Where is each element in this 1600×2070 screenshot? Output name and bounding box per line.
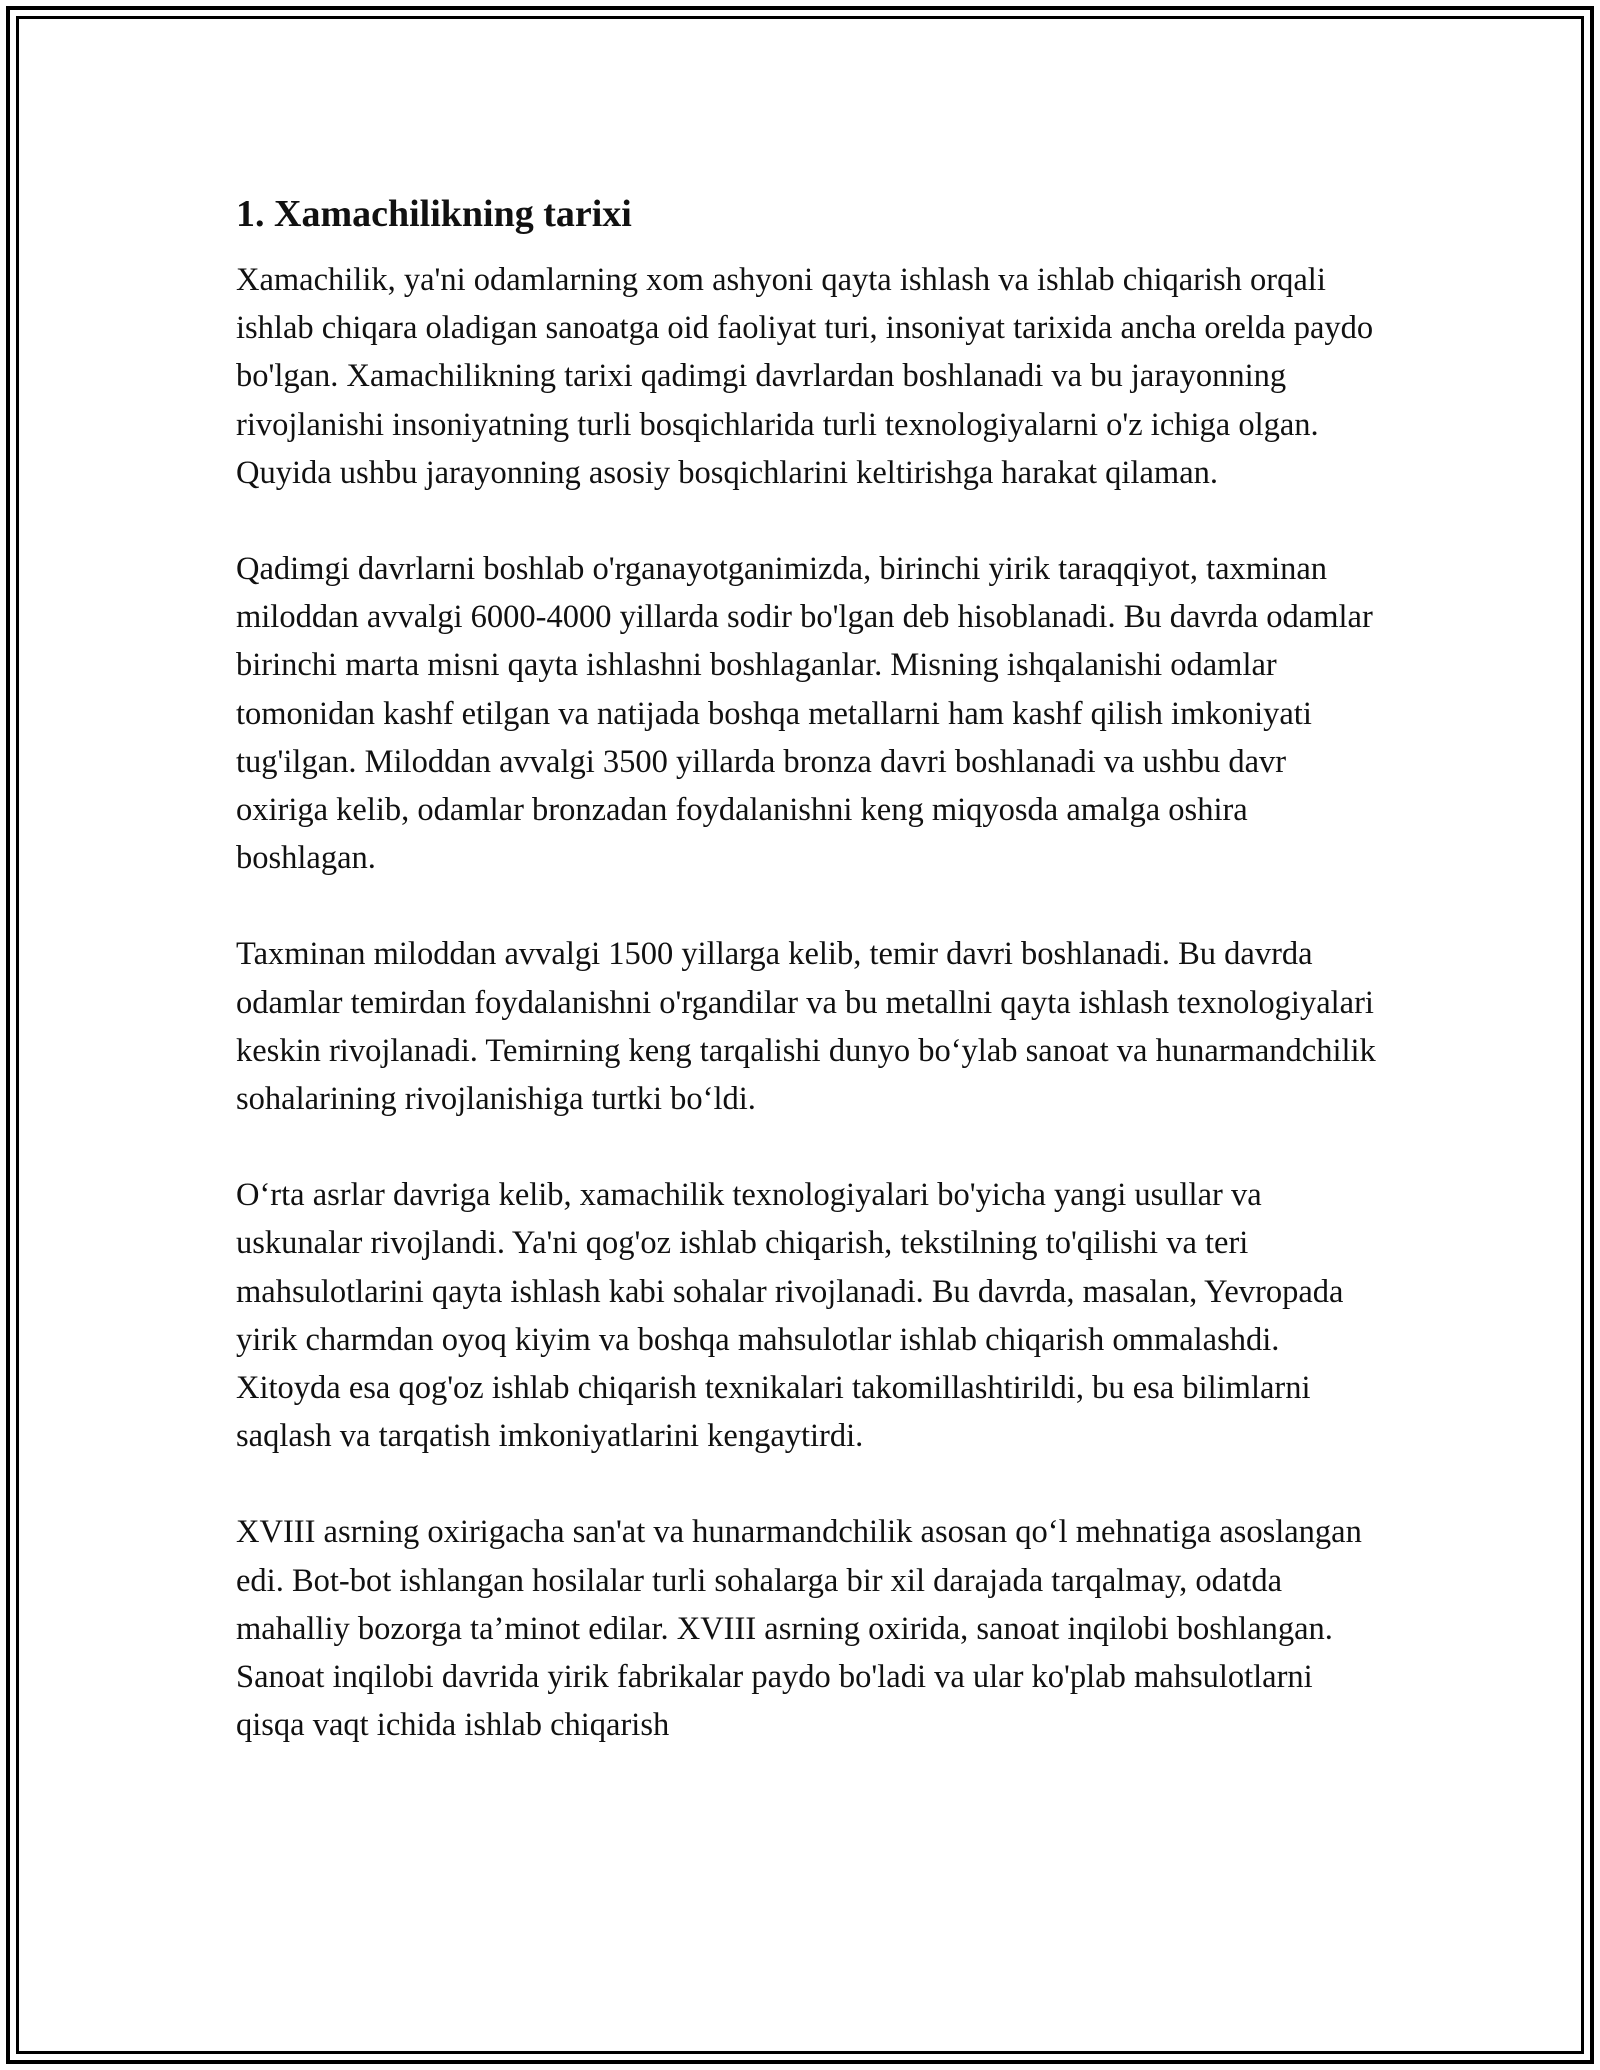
paragraph-2: Qadimgi davrlarni boshlab o'rganayotganimizda, birinchi yirik taraqqiyot, taxminan miloddan avvalgi 6000-4000 yillarda sodir bo'lgan deb hisoblanadi. Bu davrda odamlar birinchi marta misni qayta ishlashni boshlaganlar. Misning ishqalanishi odamlar tomonidan kashf etilgan va natijada boshqa metallarni ham kashf qilish imkoniyati tug'ilgan. Miloddan avvalgi 3500 yillarda bronza davri boshlanadi va ushbu davr oxiriga kelib, odamlar bronzadan foydalanishni keng miqyosda amalga oshira boshlagan. [236, 551, 1373, 877]
paragraph-1: Xamachilik, ya'ni odamlarning xom ashyoni qayta ishlash va ishlab chiqarish orqali ishlab chiqara oladigan sanoatga oid faoliyat turi, insoniyat tarixida ancha orelda paydo bo'lgan. Xamachilikning tarixi qadimgi davrlardan boshlanadi va bu jarayonning rivojlanishi insoniyatning turli bosqichlarida turli texnologiyalarni o'z ichiga olgan. Quyida ushbu jarayonning asosiy bosqichlarini keltirishga harakat qilaman. [236, 262, 1374, 491]
paragraph-5: XVIII asrning oxirigacha san'at va hunarmandchilik asosan qo‘l mehnatiga asoslangan edi. Bot-bot ishlangan hosilalar turli sohalarga bir xil darajada tarqalmay, odatda mahalliy bozorga ta’minot edilar. XVIII asrning oxirida, sanoat inqilobi boshlangan. Sanoat inqilobi davrida yirik fabrikalar paydo bo'ladi va ular ko'plab mahsulotlarni qisqa vaqt ichida ishlab chiqarish [236, 1514, 1362, 1744]
paragraph-4: O‘rta asrlar davriga kelib, xamachilik texnologiyalari bo'yicha yangi usullar va uskunalar rivojlandi. Ya'ni qog'oz ishlab chiqarish, tekstilning to'qilishi va teri mahsulotlarini qayta ishlash kabi sohalar rivojlanadi. Bu davrda, masalan, Yevropada yirik charmdan oyoq kiyim va boshqa mahsulotlar ishlab chiqarish ommalashdi. Xitoyda esa qog'oz ishlab chiqarish texnikalari takomillashtirildi, bu esa bilimlarni saqlash va tarqatish imkoniyatlarini kengaytirdi. [236, 1177, 1344, 1455]
paragraph-3: Taxminan miloddan avvalgi 1500 yillarga kelib, temir davri boshlanadi. Bu davrda odamlar temirdan foydalanishni o'rgandilar va bu metallni qayta ishlash texnologiyalari keskin rivojlanadi. Temirning keng tarqalishi dunyo bo‘ylab sanoat va hunarmandchilik sohalarining rivojlanishiga turtki bo‘ldi. [236, 936, 1376, 1118]
document-body [236, 188, 1376, 1797]
section-heading: 1. Xamachilikning tarixi [236, 193, 632, 235]
